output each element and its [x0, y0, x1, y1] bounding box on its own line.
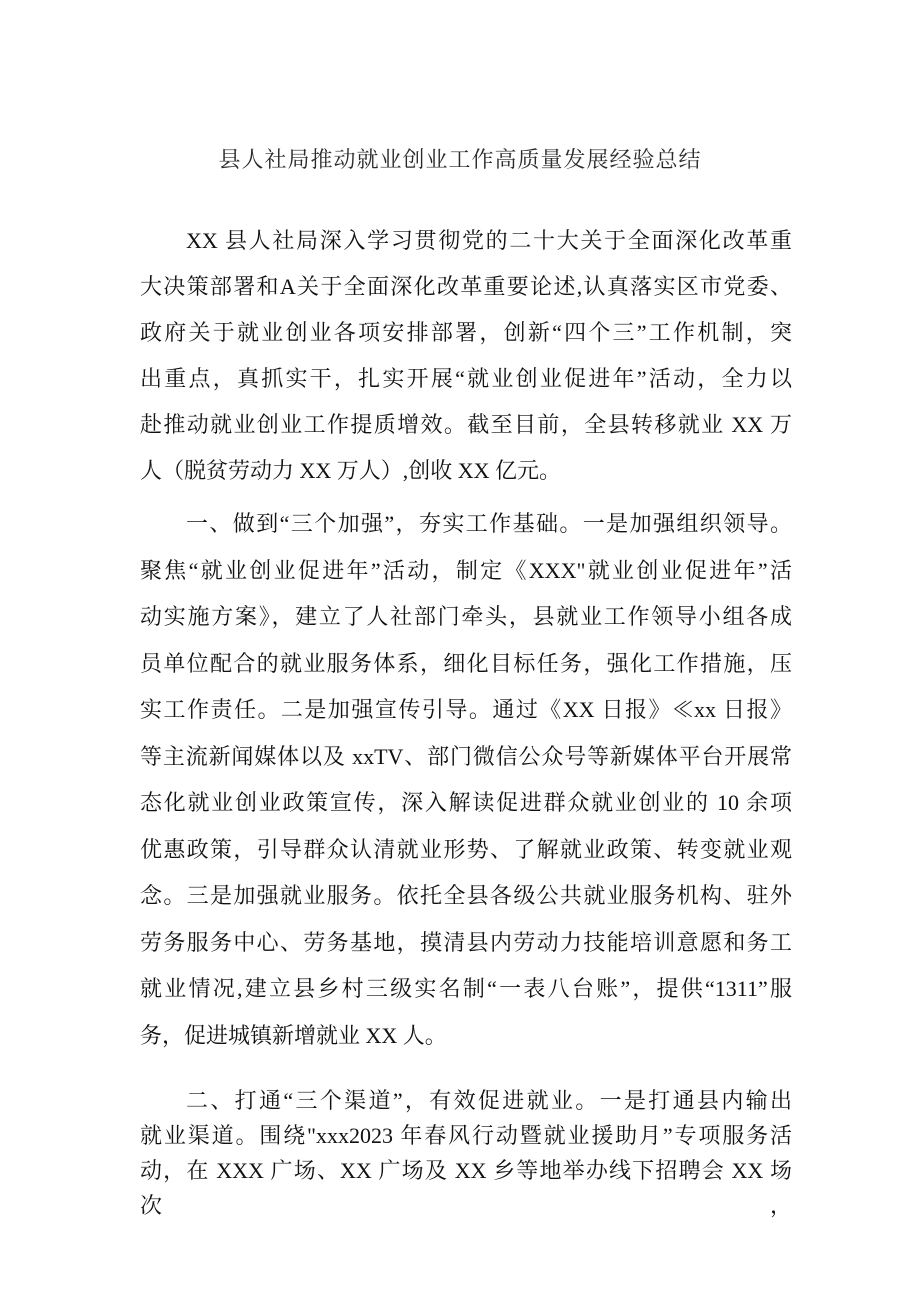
- paragraph-line: 就业情况,建立县乡村三级实名制“一表八台账”，提供“1311”服: [140, 976, 792, 1001]
- paragraph-line: 员单位配合的就业服务体系，细化目标任务，强化工作措施，压: [140, 650, 792, 676]
- paragraph-section-2: [140, 1083, 792, 1218]
- paragraph-line: 念。三是加强就业服务。依托全县各级公共就业服务机构、驻外: [140, 883, 792, 908]
- paragraph-line: 就业渠道。围绕"xxx2023 年春风行动暨就业援助月”专项服务活: [140, 1123, 792, 1148]
- paragraph-line: 等主流新闻媒体以及 xxTV、部门微信公众号等新媒体平台开展常: [140, 743, 792, 769]
- paragraph-line: 一、做到“三个加强”，夯实工作基础。一是加强组织领导。: [186, 511, 792, 536]
- paragraph-intro: [140, 218, 792, 494]
- paragraph-line: 二、打通“三个渠道”，有效促进就业。一是打通县内输出: [186, 1088, 792, 1113]
- paragraph-line: 赴推动就业创业工作提质增效。截至目前，全县转移就业 XX 万: [140, 412, 792, 437]
- paragraph-line: 出重点，真抓实干，扎实开展“就业创业促进年”活动，全力以: [140, 366, 792, 391]
- paragraph-line: 政府关于就业创业各项安排部署，创新“四个三”工作机制，突: [140, 320, 792, 345]
- paragraph-line: 实工作责任。二是加强宣传引导。通过《XX 日报》≪xx 日报》: [140, 697, 792, 722]
- paragraph-line: 人（脱贫劳动力 XX 万人）,创收 XX 亿元。: [140, 458, 562, 483]
- paragraph-section-1: [140, 501, 792, 1059]
- paragraph-line: 动，在 XXX 广场、XX 广场及 XX 乡等地举办线下招聘会 XX 场次，: [140, 1158, 792, 1218]
- paragraph-line: 大决策部署和A关于全面深化改革重要论述,认真落实区市党委、: [140, 274, 792, 299]
- document-title: 县人社局推动就业创业工作高质量发展经验总结: [218, 147, 702, 172]
- paragraph-line: 动实施方案》，建立了人社部门牵头，县就业工作领导小组各成: [140, 604, 792, 629]
- paragraph-line: XX 县人社局深入学习贯彻党的二十大关于全面深化改革重: [186, 228, 792, 253]
- paragraph-line: 聚焦“就业创业促进年”活动，制定《XXX"就业创业促进年”活: [140, 557, 792, 583]
- paragraph-line: 劳务服务中心、劳务基地，摸清县内劳动力技能培训意愿和务工: [140, 929, 792, 955]
- paragraph-line: 务，促进城镇新增就业 XX 人。: [140, 1022, 447, 1048]
- paragraph-line: 优惠政策，引导群众认清就业形势、了解就业政策、转变就业观: [140, 836, 792, 862]
- paragraph-line: 态化就业创业政策宣传，深入解读促进群众就业创业的 10 余项: [140, 790, 792, 815]
